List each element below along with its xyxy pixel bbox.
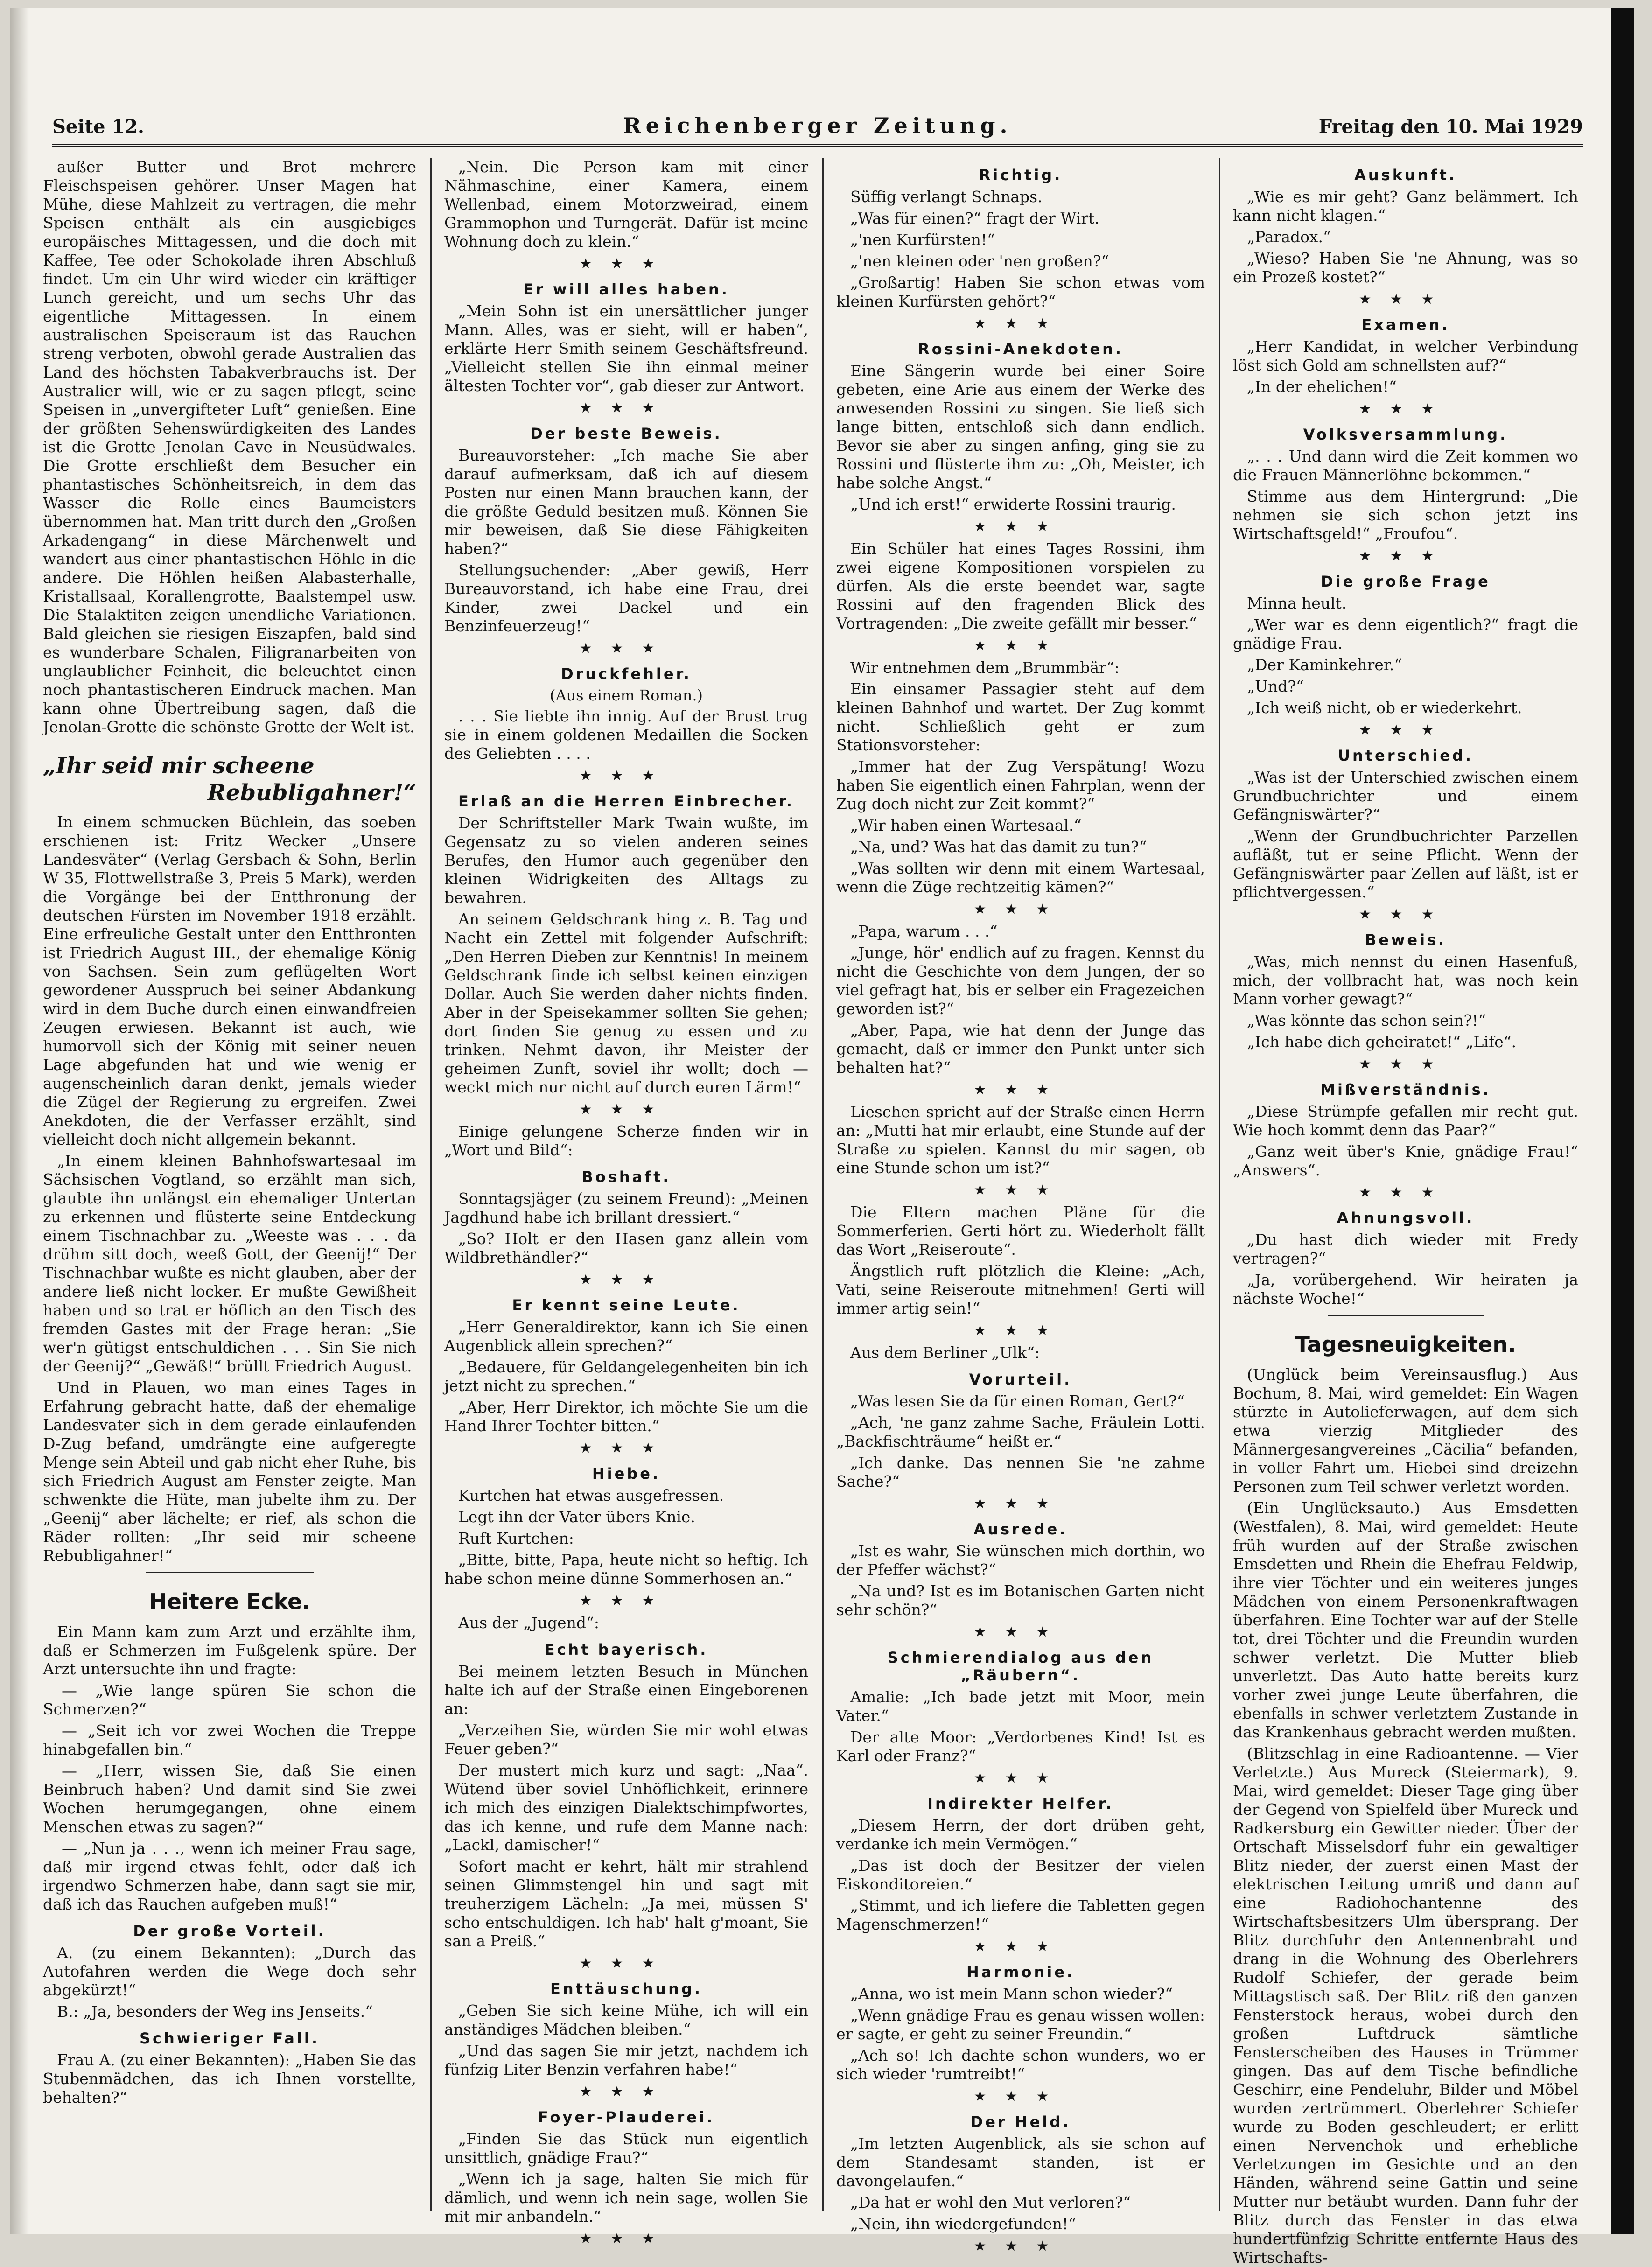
star-separator: ★★★ — [973, 1624, 1068, 1640]
star-separator: ★★★ — [579, 768, 673, 784]
star-separator: ★★★ — [973, 1182, 1068, 1198]
joke-line: Stimme aus dem Hintergrund: „Die nehmen sie sich schon jetzt ins Wirtschaftsgeld!“ „Froufou“. — [1233, 487, 1578, 543]
joke-line: „Anna, wo ist mein Mann schon wieder?“ — [850, 1985, 1173, 2003]
joke-line: „Bitte, bitte, Papa, heute nicht so heftig. Ich habe schon meine dünne Sommerhosen an.“ — [444, 1551, 808, 1588]
joke-line: „Ach, 'ne ganz zahme Sache, Fräulein Lotti. „Backfischträume“ heißt er.“ — [836, 1413, 1205, 1450]
joke-line: Ein Schüler hat eines Tages Rossini, ihm zwei eigene Kompositionen vorspielen zu dürfen. Als die erste beendet war, sagte Rossini auf den fragenden Blick des Vortragenden: „Die zweite gefällt mir besser.“ — [836, 539, 1205, 632]
joke-line: Stellungsuchender: „Aber gewiß, Herr Bureauvorstand, ich habe eine Frau, drei Kinder, zwei Dackel und ein Benzinfeuerzeug!“ — [444, 561, 808, 635]
joke-line: „Stimmt, und ich liefere die Tabletten gegen Magenschmerzen!“ — [836, 1896, 1205, 1933]
star-separator: ★★★ — [579, 1955, 673, 1972]
joke-line: „Ja, vorübergehend. Wir heiraten ja nächste Woche!“ — [1233, 1271, 1578, 1308]
news-paragraph: (Blitzschlag in eine Radioantenne. — Vier Verletzte.) Aus Mureck (Steiermark), 9. Mai, wird gemeldet: Dieser Tage ging über der Gegend von Spielfeld über Mureck und Radkersburg ein Gewitter nieder. Über der Ortschaft Misselsdorf fuhr ein gewaltiger Blitz nieder, der zuerst einen Mast der elektrischen Leitung umriß und dann auf eine Radiohochantenne des Wirtschaftsbesitzers Ulm übersprang. Der Blitz durchfuhr den Antennenbraht und drang in die Wohnung des Oberlehrers Rudolf Schiefer, der gerade beim Mittagstisch saß. Der Blitz riß den ganzen Fensterstock heraus, wobei durch den großen Luftdruck sämtliche Fensterscheiben des Hauses in Trümmer gingen. Das auf dem Tische befindliche Geschirr, eine Pendeluhr, Bilder und Möbel wurden zertrümmert. Oberlehrer Schiefer wurde zu Boden geschleudert; er erlitt einen Nervenchok und erhebliche Verletzungen im Gesichte und an den Händen, während seine Gattin und seine Mutter nur betäubt wurden. Dann fuhr der Blitz durch das Fenster in das etwa hundertfünfzig Schritte entfernte Haus des Wirtschafts- — [1233, 1744, 1578, 2267]
joke-title: Die große Frage — [1321, 573, 1491, 590]
joke-line: An seinem Geldschrank hing z. B. Tag und Nacht ein Zettel mit folgender Aufschrift: „Den Herren Dieben zur Kenntnis! In meinem Geldschrank finde ich selbst keinen einzigen Dollar. Auch Sie werden daher nichts finden. Aber in der Speisekammer sollten Sie gehen; dort finden Sie genug zu essen und zu trinken. Nehmt davon, ihr Meister der geheimen Zunft, soviel ihr wollt; doch — weckt mich nur nicht auf durch euren Lärm!“ — [444, 910, 808, 1096]
joke-line: „Wenn ich ja sage, halten Sie mich für dämlich, und wenn ich nein sage, wollen Sie mit mir anbandeln.“ — [444, 2170, 808, 2225]
column-rule — [1219, 158, 1220, 2211]
joke-line: Eine Sängerin wurde bei einer Soire gebeten, eine Arie aus einem der Werke des anwesenden Rossini zu singen. Sie ließ sich lange bitten, entschloß sich dann endlich. Bevor sie aber zu singen anfing, ging sie zu Rossini und flüsterte ihm zu: „Oh, Meister, ich habe solche Angst.“ — [836, 362, 1205, 492]
joke-line: Der alte Moor: „Verdorbenes Kind! Ist es Karl oder Franz?“ — [836, 1728, 1205, 1765]
joke-title: Foyer-Plauderei. — [538, 2108, 715, 2126]
star-separator: ★★★ — [1358, 722, 1453, 738]
joke-title: Er will alles haben. — [523, 280, 729, 298]
joke-line: „Großartig! Haben Sie schon etwas vom kleinen Kurfürsten gehört?“ — [836, 273, 1205, 310]
joke-line: „Mein Sohn ist ein unersättlicher junger Mann. Alles, was er sieht, will er haben“, erklärte Herr Smith seinem Geschäftsfreund. „Vielleicht stellen Sie ihn einmal meiner ältesten Tochter vor“, gab dieser zur Antwort. — [444, 302, 808, 395]
joke-line: „Was, mich nennst du einen Hasenfuß, mich, der vollbracht hat, was noch kein Mann vorher gewagt?“ — [1233, 952, 1578, 1008]
joke-line: Der Schriftsteller Mark Twain wußte, im Gegensatz zu so vielen anderen seines Berufes, den Humor auch gegenüber den kleinen Widrigkeiten des Alltags zu bewahren. — [444, 814, 808, 907]
column-rule — [822, 158, 824, 2211]
star-separator: ★★★ — [579, 1101, 673, 1118]
newspaper-page — [10, 8, 1634, 2267]
joke-title: Auskunft. — [1354, 166, 1457, 184]
star-separator: ★★★ — [973, 1322, 1068, 1339]
joke-line: „Na, und? Was hat das damit zu tun?“ — [850, 838, 1147, 856]
joke-line: „Wie es mir geht? Ganz belämmert. Ich kann nicht klagen.“ — [1233, 188, 1578, 224]
star-separator: ★★★ — [973, 2238, 1068, 2254]
star-separator: ★★★ — [973, 637, 1068, 654]
joke-line: Legt ihn der Vater übers Knie. — [458, 1508, 695, 1526]
joke-title: Rossini-Anekdoten. — [917, 340, 1124, 358]
column-rule — [430, 158, 432, 2211]
article-paragraph: Und in Plauen, wo man eines Tages in Erfahrung gebracht hatte, daß der ehemalige Landesvater sich in dem gerade einlaufenden D-Zug befand, umdrängte eine aufgeregte Menge sein Abteil und gab nicht eher Ruhe, bis sich Friedrich August am Fenster zeigte. Man schwenkte die Hüte, man jubelte ihm zu. Der „Geenij“ aber lächelte; er rief, als schon die Räder rollten: „Ihr seid mir scheene Rebubligahner!“ — [43, 1378, 416, 1565]
column-4 — [1233, 158, 1578, 2267]
joke-line: Frau A. (zu einer Bekannten): „Haben Sie das Stubenmädchen, das ich Ihnen vorstellte, behalten?“ — [43, 2051, 416, 2106]
joke-line: . . . Sie liebte ihn innig. Auf der Brust trug sie in einem goldenen Medaillen die Socken des Geliebten . . . . — [444, 707, 808, 763]
star-separator: ★★★ — [1358, 1056, 1453, 1072]
joke-title: Indirekter Helfer. — [927, 1795, 1114, 1812]
joke-line: „Herr Kandidat, in welcher Verbindung löst sich Gold am schnellsten auf?“ — [1233, 337, 1578, 374]
joke-line: A. (zu einem Bekannten): „Durch das Autofahren werden die Wege doch sehr abgekürzt!“ — [43, 1944, 416, 1999]
joke-title: Der große Vorteil. — [133, 1922, 326, 1940]
joke-line: Amalie: „Ich bade jetzt mit Moor, mein Vater.“ — [836, 1688, 1205, 1725]
star-separator: ★★★ — [973, 1938, 1068, 1955]
joke-line: „Wieso? Haben Sie 'ne Ahnung, was so ein Prozeß kostet?“ — [1233, 249, 1578, 286]
joke-title: Ahnungsvoll. — [1337, 1209, 1475, 1227]
star-separator: ★★★ — [973, 2088, 1068, 2105]
joke-line: „Bedauere, für Geldangelegenheiten bin ich jetzt nicht zu sprechen.“ — [444, 1358, 808, 1395]
joke-title: Harmonie. — [966, 1963, 1075, 1981]
column-1 — [43, 158, 416, 2211]
star-separator: ★★★ — [579, 1593, 673, 1609]
star-separator: ★★★ — [579, 1272, 673, 1288]
article-paragraph: „In einem kleinen Bahnhofswartesaal im Sächsischen Vogtland, so erzählt man sich, glaubte ihn unlängst ein ehemaliger Untertan zu erkennen und flüsterte seine Entdeckung einem Tischnachbar zu. „Weeste was . . . da drühm sitt doch, weeß Gott, der Geenij!“ Der Tischnachbar wußte es nicht glauben, aber der andere ließ nicht locker. Er mußte Gewißheit haben und so trat er höflich an den Tisch des fremden Gastes mit der Frage heran: „Sie wer'n gütigst entschuldichen . . . Sin Sie nich der Geenij?“ „Gewäß!“ brüllt Friedrich August. — [43, 1152, 416, 1375]
joke-line: „Geben Sie sich keine Mühe, ich will ein anständiges Mädchen bleiben.“ — [444, 2001, 808, 2038]
star-separator: ★★★ — [973, 518, 1068, 535]
joke-line: „Ich weiß nicht, ob er wiederkehrt. — [1247, 699, 1522, 717]
joke-line: — „Wie lange spüren Sie schon die Schmerzen?“ — [43, 1681, 416, 1718]
joke-line: „Und ich erst!“ erwiderte Rossini traurig. — [850, 495, 1176, 513]
joke-line: „Diese Strümpfe gefallen mir recht gut. Wie hoch kommt denn das Paar?“ — [1233, 1102, 1578, 1139]
joke-line: „Was für einen?“ fragt der Wirt. — [850, 209, 1099, 227]
star-separator: ★★★ — [579, 1440, 673, 1456]
joke-line: Aus dem Berliner „Ulk“: — [850, 1343, 1040, 1362]
page-number: Seite 12. — [52, 116, 144, 138]
joke-title: Beweis. — [1365, 931, 1447, 949]
column-2 — [444, 158, 808, 2247]
joke-line: Ängstlich ruft plötzlich die Kleine: „Ach, Vati, seine Reiseroute mitnehmen! Gerti will immer artig sein!“ — [836, 1262, 1205, 1317]
joke-title: Mißverständnis. — [1320, 1081, 1491, 1099]
star-separator: ★★★ — [973, 1770, 1068, 1786]
joke-line: Sofort macht er kehrt, hält mir strahlend seinen Glimmstengel hin und sagt mit treuherzigem Lächeln: „Ja mei, müssen S' scho entschuldigen. Ich hab' halt g'moant, Sie san a Preiß.“ — [444, 1857, 808, 1950]
joke-title: Vorurteil. — [969, 1371, 1072, 1388]
joke-line: Ruft Kurtchen: — [458, 1529, 574, 1547]
joke-line: „Ach so! Ich dachte schon wunders, wo er sich wieder 'rumtreibt!“ — [836, 2046, 1205, 2083]
joke-line: „Wenn gnädige Frau es genau wissen wollen: er sagte, er geht zu seiner Freundin.“ — [836, 2006, 1205, 2043]
scan-border — [1611, 8, 1634, 2234]
joke-title: Unterschied. — [1337, 747, 1474, 764]
joke-title: Volksversammlung. — [1303, 426, 1508, 443]
joke-line: Lieschen spricht auf der Straße einen Herrn an: „Mutti hat mir erlaubt, eine Stunde auf der Straße zu spielen. Kannst du mir sagen, ob eine Stunde schon um ist?“ — [836, 1103, 1205, 1177]
star-separator: ★★★ — [1358, 1184, 1453, 1201]
joke-line: „So? Holt er den Hasen ganz allein vom Wildbrethändler?“ — [444, 1230, 808, 1266]
joke-line: Wir entnehmen dem „Brummbär“: — [850, 658, 1120, 677]
joke-line: B.: „Ja, besonders der Weg ins Jenseits.“ — [57, 2002, 373, 2021]
joke-title: Enttäuschung. — [550, 1980, 703, 1998]
joke-line: „'nen kleinen oder 'nen großen?“ — [850, 252, 1109, 270]
joke-line: „In der ehelichen!“ — [1247, 378, 1397, 396]
column-3 — [836, 158, 1205, 2254]
article-headline — [43, 752, 416, 806]
joke-title: Er kennt seine Leute. — [512, 1296, 741, 1314]
joke-line: — „Seit ich vor zwei Wochen die Treppe hinabgefallen bin.“ — [43, 1721, 416, 1758]
joke-line: „Papa, warum . . .“ — [850, 922, 998, 940]
joke-line: „Diesem Herrn, der dort drüben geht, verdanke ich mein Vermögen.“ — [836, 1816, 1205, 1853]
section-heading: Tagesneuigkeiten. — [1295, 1332, 1516, 1357]
divider — [146, 1572, 314, 1573]
joke-line: „Wer war es denn eigentlich?“ fragt die gnädige Frau. — [1233, 616, 1578, 652]
news-paragraph: (Unglück beim Vereinsausflug.) Aus Bochum, 8. Mai, wird gemeldet: Ein Wagen stürzte in Autolieferwagen, auf dem sich etwa vierzig Mitglieder des Männergesangvereines „Cäcilia“ befanden, in voller Fahrt um. Hiebei sind dreizehn Personen zum Teil schwer verletzt worden. — [1233, 1365, 1578, 1496]
joke-line: „Was sollten wir denn mit einem Wartesaal, wenn die Züge rechtzeitig kämen?“ — [836, 859, 1205, 896]
joke-line: „Ganz weit über's Knie, gnädige Frau!“ „Answers“. — [1233, 1142, 1578, 1179]
joke-line: „Der Kaminkehrer.“ — [1247, 656, 1402, 674]
joke-line: „Immer hat der Zug Verspätung! Wozu haben Sie eigentlich einen Fahrplan, wenn der Zug doch nicht zur Zeit kommt?“ — [836, 757, 1205, 813]
star-separator: ★★★ — [1358, 291, 1453, 308]
joke-line: „Was könnte das schon sein?!“ — [1247, 1011, 1486, 1029]
joke-line: Süffig verlangt Schnaps. — [850, 188, 1043, 206]
joke-line: „Verzeihen Sie, würden Sie mir wohl etwas Feuer geben?“ — [444, 1721, 808, 1758]
joke-line: „Herr Generaldirektor, kann ich Sie einen Augenblick allein sprechen?“ — [444, 1318, 808, 1355]
joke-line: „Wir haben einen Wartesaal.“ — [850, 816, 1082, 834]
joke-subtitle: (Aus einem Roman.) — [549, 686, 703, 704]
headline-line: Rebubligahner!“ — [207, 780, 416, 806]
joke-line: Sonntagsjäger (zu seinem Freund): „Meinen Jagdhund habe ich brillant dressiert.“ — [444, 1189, 808, 1226]
joke-line: „Da hat er wohl den Mut verloren?“ — [850, 2193, 1131, 2211]
joke-line: Bei meinem letzten Besuch in München halte ich auf der Straße einen Eingeborenen an: — [444, 1662, 808, 1718]
star-separator: ★★★ — [1358, 548, 1453, 564]
joke-line: „Na und? Ist es im Botanischen Garten nicht sehr schön?“ — [836, 1582, 1205, 1619]
joke-line: „Junge, hör' endlich auf zu fragen. Kennst du nicht die Geschichte von dem Jungen, der so viel gefragt hat, bis er selber ein Fragezeichen geworden ist?“ — [836, 944, 1205, 1018]
joke-line: „Paradox.“ — [1247, 228, 1331, 246]
joke-line: „Wenn der Grundbuchrichter Parzellen aufläßt, tut er seine Pflicht. Wenn der Gefängniswärter paar Zellen auf läßt, ist er pflichtvergessen.“ — [1233, 827, 1578, 901]
star-separator: ★★★ — [973, 901, 1068, 917]
star-separator: ★★★ — [579, 640, 673, 657]
article-paragraph: In einem schmucken Büchlein, das soeben erschienen ist: Fritz Wecker „Unsere Landesväter“ (Verlag Gersbach & Sohn, Berlin W 35, Flottwellstraße 3, Preis 5 Mark), werden die Vorgänge bei der Entthronung der deutschen Fürsten im November 1918 erzählt. Eine erfreuliche Gestalt unter den Entthronten ist Friedrich August III., der ehemalige König von Sachsen. Sein zum geflügelten Wort gewordener Ausspruch bei seiner Abdankung wird in dem Buche durch einen einwandfreien Zeugen erwiesen. Bekannt ist auch, wie humorvoll sich der König mit seiner neuen Lage abgefunden hat und wie wenig er augenscheinlich daran denkt, jemals wieder die Zügel der Regierung zu ergreifen. Zwei Anekdoten, die der Verfasser erzählt, sind vielleicht doch nicht allgemein bekannt. — [43, 813, 416, 1148]
joke-line: „Nein. Die Person kam mit einer Nähmaschine, einer Kamera, einem Wellenbad, einem Motorzweirad, einem Grammophon und Turngerät. Dafür ist meine Wohnung doch zu klein.“ — [444, 158, 808, 251]
joke-line: „Ich habe dich geheiratet!“ „Life“. — [1247, 1033, 1517, 1051]
star-separator: ★★★ — [973, 315, 1068, 332]
joke-title: Der Held. — [970, 2113, 1071, 2131]
headline-line: „Ihr seid mir scheene — [43, 753, 315, 779]
star-separator: ★★★ — [973, 1496, 1068, 1512]
joke-line: „Du hast dich wieder mit Fredy vertragen?“ — [1233, 1231, 1578, 1267]
joke-title: Examen. — [1361, 316, 1450, 334]
star-separator: ★★★ — [973, 1082, 1068, 1098]
joke-title: Schwieriger Fall. — [140, 2029, 320, 2047]
joke-line: „Nein, ihn wiedergefunden!“ — [850, 2215, 1077, 2233]
joke-title: Erlaß an die Herren Einbrecher. — [458, 792, 795, 810]
page-shadow — [10, 8, 29, 2234]
issue-date: Freitag den 10. Mai 1929 — [1318, 116, 1583, 138]
joke-line: „. . . Und dann wird die Zeit kommen wo die Frauen Männerlöhne bekommen.“ — [1233, 447, 1578, 484]
joke-line: „Aber, Papa, wie hat denn der Junge das gemacht, daß er immer den Punkt unter sich behalten hat?“ — [836, 1021, 1205, 1077]
joke-line: Einige gelungene Scherze finden wir in „Wort und Bild“: — [444, 1122, 808, 1159]
joke-title: Der beste Beweis. — [530, 425, 722, 442]
joke-line: Der mustert mich kurz und sagt: „Naa“. Wütend über soviel Unhöflichkeit, erinnere ich mich des einzigen Dialektschimpfwortes, das ich kenne, und rufe dem Manne nach: „Lackl, damischer!“ — [444, 1761, 808, 1854]
star-separator: ★★★ — [1358, 906, 1453, 923]
joke-title: Schmierendialog aus den „Räubern“. — [887, 1649, 1154, 1684]
news-paragraph: (Ein Unglücksauto.) Aus Emsdetten (Westfalen), 8. Mai, wird gemeldet: Heute früh wurden auf der Straße zwischen Emsdetten und Rhein die Ehefrau Feldwip, ihre vier Töchter und ein weiteres junges Mädchen von einem Personenkraftwagen überfahren. Eine Tochter war auf der Stelle tot, drei Töchter und die Freundin wurden schwer verletzt. Die Mutter blieb unverletzt. Das Auto hatte bereits kurz vorher zwei junge Leute überfahren, die ebenfalls in schwer verletztem Zustande in das Krankenhaus gebracht werden mußten. — [1233, 1499, 1578, 1741]
joke-line: — „Herr, wissen Sie, daß Sie einen Beinbruch haben? Und damit sind Sie zwei Wochen herumgegangen, ohne einem Menschen etwas zu sagen?“ — [43, 1762, 416, 1836]
joke-title: Ausrede. — [973, 1520, 1068, 1538]
joke-title: Boshaft. — [581, 1168, 671, 1186]
joke-line: Ein einsamer Passagier steht auf dem kleinen Bahnhof und wartet. Der Zug kommt nicht. Schließlich geht er zum Stationsvorsteher: — [836, 680, 1205, 754]
joke-line: „Aber, Herr Direktor, ich möchte Sie um die Hand Ihrer Tochter bitten.“ — [444, 1398, 808, 1435]
masthead — [52, 102, 1583, 147]
joke-line: Die Eltern machen Pläne für die Sommerferien. Gerti hört zu. Wiederholt fällt das Wort „Reiseroute“. — [836, 1203, 1205, 1259]
divider — [1328, 1315, 1484, 1316]
joke-line: Bureauvorsteher: „Ich mache Sie aber darauf aufmerksam, daß ich auf diesem Posten nur einen Mann brauchen kann, der die größte Geduld besitzen muß. Können Sie mir beweisen, daß Sie diese Fähigkeiten haben?“ — [444, 446, 808, 558]
joke-line: „Und?“ — [1247, 677, 1304, 695]
joke-line: „Das ist doch der Besitzer der vielen Eiskonditoreien.“ — [836, 1856, 1205, 1893]
joke-paragraph: Ein Mann kam zum Arzt und erzählte ihm, daß er Schmerzen im Fußgelenk spüre. Der Arzt untersuchte ihn und fragte: — [43, 1623, 416, 1678]
star-separator: ★★★ — [579, 400, 673, 416]
joke-line: Minna heult. — [1247, 594, 1347, 612]
star-separator: ★★★ — [579, 256, 673, 272]
joke-title: Echt bayerisch. — [544, 1641, 708, 1658]
joke-line: „Was ist der Unterschied zwischen einem Grundbuchrichter und einem Gefängniswärter?“ — [1233, 768, 1578, 824]
joke-line: „Im letzten Augenblick, als sie schon auf dem Standesamt standen, ist er davongelaufen.“ — [836, 2134, 1205, 2190]
joke-line: „Finden Sie das Stück nun eigentlich unsittlich, gnädige Frau?“ — [444, 2130, 808, 2167]
joke-line: „Was lesen Sie da für einen Roman, Gert?“ — [850, 1392, 1185, 1410]
joke-line: — „Nun ja . . ., wenn ich meiner Frau sage, daß mir irgend etwas fehlt, oder daß ich irgendwo Schmerzen habe, dann sagt sie mir, daß ich das Rauchen aufgeben muß!“ — [43, 1839, 416, 1913]
joke-line: „'nen Kurfürsten!“ — [850, 231, 995, 249]
star-separator: ★★★ — [1358, 401, 1453, 417]
joke-title: Hiebe. — [592, 1465, 661, 1483]
joke-title: Richtig. — [979, 166, 1063, 184]
joke-line: Aus der „Jugend“: — [458, 1614, 600, 1632]
joke-line: „Ich danke. Das nennen Sie 'ne zahme Sache?“ — [836, 1454, 1205, 1490]
joke-title: Druckfehler. — [561, 665, 692, 683]
article-paragraph: außer Butter und Brot mehrere Fleischspeisen gehörer. Unser Magen hat Mühe, diese Mahlzeit zu vertragen, die mehr Speisen enthält als ein ausgiebiges europäisches Mittagessen, und die doch mit Kaffee, Tee oder Schokolade ihren Abschluß findet. Um ein Uhr wird wieder ein kräftiger Lunch gereicht, und um sechs Uhr das eigentliche Mittagessen. In einem australischen Speiseraum ist das Rauchen streng verboten, obwohl gerade Australien das Land des höchsten Tabakverbrauchs ist. Der Australier will, wie er zu sagen pflegt, seine Speisen in „unvergifteter Luft“ genießen. Eine der größten Sehenswürdigkeiten des Landes ist die Grotte Jenolan Cave in Neusüdwales. Die Grotte erschließt dem Besucher ein phantastisches Schönheitsreich, in dem das Wasser die Rolle eines Baumeisters übernommen hat. Man tritt durch den „Großen Arkadengang“ in diese Märchenwelt und wandert aus einer phantastischen Höhle in die andere. Die Höhlen heißen Alabasterhalle, Kristallsaal, Korallengrotte, Baalstempel usw. Die Stalaktiten zeigen unendliche Variationen. Bald gleichen sie riesigen Eiszapfen, bald sind es wunderbare Schalen, Filigranarbeiten von unglaublicher Feinheit, die beleuchtet einen noch phantastischeren Eindruck machen. Man kann ohne Übertreibung sagen, daß die Jenolan-Grotte die schönste Grotte der Welt ist. — [43, 158, 416, 736]
star-separator: ★★★ — [579, 2084, 673, 2100]
newspaper-title: Reichenberger Zeitung. — [623, 113, 1012, 138]
joke-line: Kurtchen hat etwas ausgefressen. — [458, 1486, 724, 1504]
joke-line: „Und das sagen Sie mir jetzt, nachdem ich fünfzig Liter Benzin verfahren habe!“ — [444, 2042, 808, 2078]
star-separator: ★★★ — [579, 2231, 673, 2247]
joke-line: „Ist es wahr, Sie wünschen mich dorthin, wo der Pfeffer wächst?“ — [836, 1542, 1205, 1579]
section-heading: Heitere Ecke. — [149, 1589, 310, 1614]
